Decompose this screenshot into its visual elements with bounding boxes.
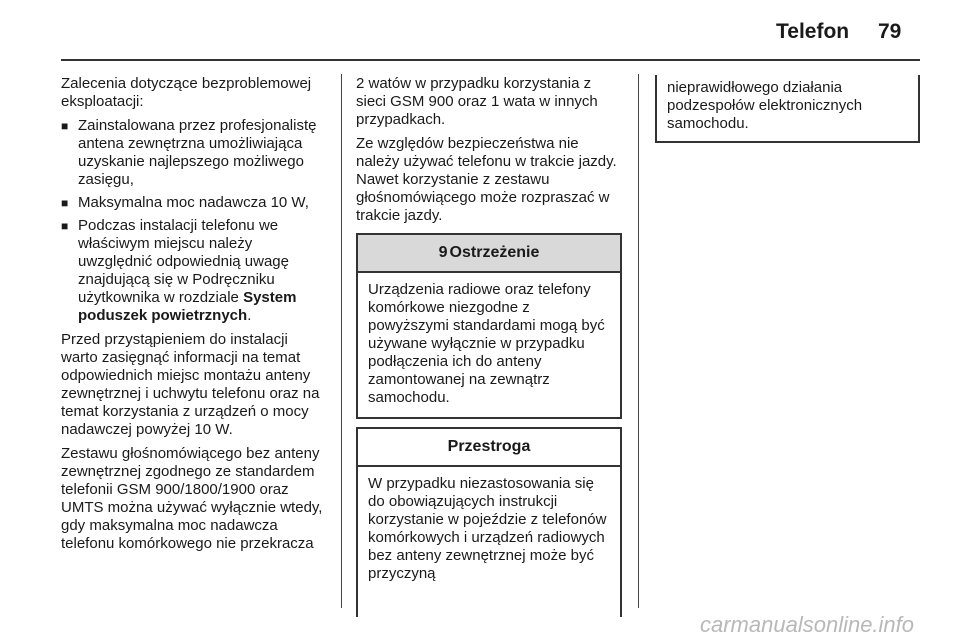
page-header <box>0 0 960 60</box>
column-divider-1 <box>341 74 342 608</box>
caution-box-continued <box>655 75 920 143</box>
caution-box <box>356 427 622 617</box>
column-3 <box>655 75 920 143</box>
paragraph: Zestawu głośnomówiącego bez anteny zewnętrznej zgodnego ze standardem telefonii GSM 900/1800/1900 oraz UMTS można używać wyłącznie wtedy, gdy maksymalna moc nadawcza telefonu komórkowego nie przekracza <box>61 445 323 552</box>
column-1 <box>61 75 327 559</box>
warning-triangle-icon: 9 <box>438 244 448 261</box>
cross-reference-link[interactable]: System poduszek powietrznych <box>78 289 297 324</box>
list-item-text: Maksymalna moc nadawcza 10 W, <box>78 194 309 211</box>
column-2 <box>356 75 622 617</box>
list-item <box>61 194 327 212</box>
bullet-square-icon: ■ <box>61 219 69 233</box>
list-item-text: Podczas instalacji telefonu we właściwym miejscu należy uwzględnić odpowiednią uwagę znajdującą się w Podręczniku użytkownika w rozdziale <box>78 217 289 306</box>
bullet-square-icon: ■ <box>61 119 69 133</box>
paragraph: 2 watów w przypadku korzystania z sieci GSM 900 oraz 1 wata w innych przypadkach. <box>356 75 598 128</box>
header-divider <box>61 59 920 61</box>
watermark: carmanualsonline.info <box>700 612 915 637</box>
warning-body: Urządzenia radiowe oraz telefony komórkowe niezgodne z powyższymi standardami mogą być używane wyłącznie w przypadku podłączenia ich do anteny zamontowanej na zewnątrz samochodu. <box>368 281 605 406</box>
page-number: 79 <box>878 20 902 43</box>
warning-box <box>356 233 622 419</box>
recommendation-list <box>61 117 327 325</box>
bullet-square-icon: ■ <box>61 196 69 210</box>
warning-title: Ostrzeżenie <box>449 244 540 261</box>
list-item <box>61 117 327 189</box>
list-item-text: Zainstalowana przez profesjonalistę antena zewnętrzna umożliwiająca uzyskanie najlepszego możliwego zasięgu, <box>78 117 317 188</box>
list-item-text-end: . <box>247 307 252 324</box>
warning-header <box>358 235 620 273</box>
page-title: Telefon <box>776 20 850 43</box>
list-item <box>61 217 327 325</box>
column-divider-2 <box>638 74 639 608</box>
caution-title: Przestroga <box>447 438 531 455</box>
caution-body-continued: nieprawidłowego działania podzespołów elektronicznych samochodu. <box>667 79 863 132</box>
intro-text: Zalecenia dotyczące bezproblemowej eksploatacji: <box>61 75 312 110</box>
caution-body: W przypadku niezastosowania się do obowiązujących instrukcji korzystanie w pojeździe z telefonów komórkowych i urządzeń radiowych bez anteny zewnętrznej może być przyczyną <box>368 475 607 582</box>
paragraph: Ze względów bezpieczeństwa nie należy używać telefonu w trakcie jazdy. Nawet korzystanie z zestawu głośnomówiącego może rozpraszać w trakcie jazdy. <box>356 135 617 224</box>
caution-header <box>358 429 620 467</box>
paragraph: Przed przystąpieniem do instalacji warto zasięgnąć informacji na temat odpowiednich miejsc montażu anteny zewnętrznej i uchwytu telefonu oraz na temat korzystania z urządzeń o mocy nadawczej powyżej 10 W. <box>61 331 320 438</box>
